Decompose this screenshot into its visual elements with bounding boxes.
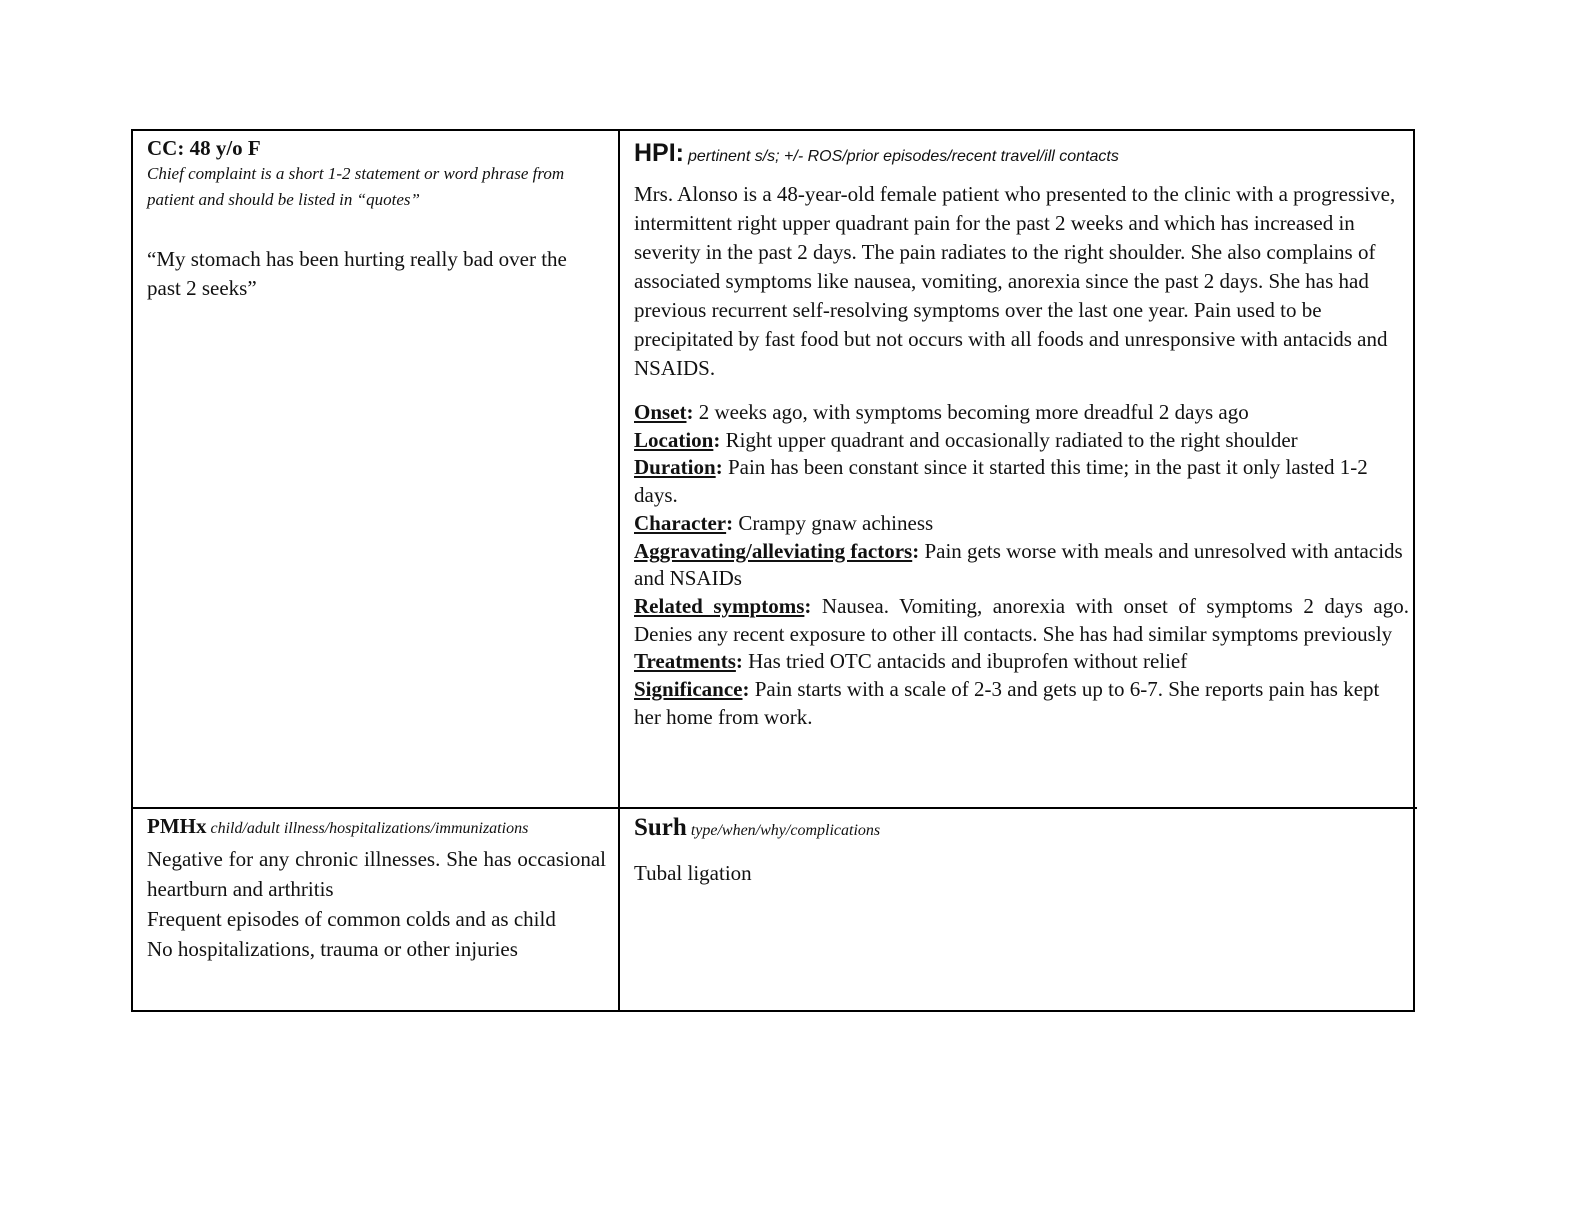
hpi-cell — [620, 131, 1417, 809]
pmhx-subheading: child/adult illness/hospitalizations/immunizations — [210, 820, 529, 837]
hpi-header — [634, 135, 1409, 175]
significance-label: Significance — [634, 677, 743, 702]
onset-label: Onset — [634, 400, 687, 424]
aggravating-colon: : — [912, 538, 920, 563]
hpi-item-character — [634, 510, 1409, 538]
hpi-item-location — [634, 427, 1409, 455]
hpi-item-onset — [634, 399, 1409, 427]
pmhx-line-hospitalizations: No hospitalizations, trauma or other injuries — [147, 937, 518, 961]
surh-header — [634, 813, 1405, 849]
cc-quote: “My stomach has been hurting really bad over the past 2 seeks” — [147, 247, 567, 300]
hpi-item-duration — [634, 454, 1409, 509]
hpi-subheading: pertinent s/s; +/- ROS/prior episodes/recent travel/ill contacts — [688, 148, 1119, 165]
hpi-heading: HPI: — [634, 139, 684, 167]
hpi-narrative: Mrs. Alonso is a 48-year-old female patient who presented to the clinic with a progressive, intermittent right upper quadrant pain for the past 2 weeks and which has increased in severity in the past 2 days. The pain radiates to the right shoulder. She also complains of associated symptoms like nausea, vomiting, anorexia since the past 2 days. She has had previous recurrent self-resolving symptoms over the last one year. Pain used to be precipitated by fast food but not occurs with all foods and unresponsive with antacids and NSAIDS. — [634, 182, 1396, 380]
aggravating-label: Aggravating/alleviating factors — [634, 538, 913, 563]
hpi-item-significance — [634, 676, 1409, 731]
duration-text: Pain has been constant since it started this time; in the past it only lasted 1-2 days. — [634, 455, 1368, 508]
significance-text: Pain starts with a scale of 2-3 and gets up to 6-7. She reports pain has kept her home from work. — [634, 677, 1380, 729]
treatments-label: Treatments — [634, 649, 736, 674]
pmhx-body — [147, 844, 606, 964]
character-label: Character — [634, 510, 727, 535]
related-text: Nausea. Vomiting, anorexia with onset of symptoms 2 days ago. Denies any recent exposure to other ill contacts. She has had similar symptoms previously — [634, 593, 1409, 646]
treatments-colon: : — [735, 649, 743, 674]
history-table — [131, 129, 1415, 1012]
pmhx-line-chronic: Negative for any chronic illnesses. She has occasional heartburn and arthritis — [147, 847, 606, 901]
character-text: Crampy gnaw achiness — [733, 510, 934, 535]
treatments-text: Has tried OTC antacids and ibuprofen without relief — [742, 649, 1188, 674]
related-colon: : — [804, 593, 812, 618]
related-label: Related symptoms — [634, 593, 805, 618]
duration-label: Duration — [634, 455, 716, 480]
significance-colon: : — [742, 677, 750, 702]
location-label: Location — [634, 427, 714, 452]
cc-heading: CC: 48 y/o F — [147, 136, 261, 160]
hpi-item-related — [634, 593, 1409, 648]
pmhx-cell — [133, 809, 620, 1010]
cc-cell — [133, 131, 620, 809]
surh-heading: Surh — [634, 814, 687, 841]
surh-cell — [620, 809, 1417, 1010]
surh-subheading: type/when/why/complications — [690, 822, 881, 839]
onset-text: 2 weeks ago, with symptoms becoming more dreadful 2 days ago — [693, 400, 1249, 424]
hpi-oldcarts-list — [634, 399, 1409, 731]
onset-colon: : — [686, 400, 694, 424]
pmhx-heading: PMHx — [147, 814, 207, 838]
hpi-item-treatments — [634, 648, 1409, 676]
location-text: Right upper quadrant and occasionally radiated to the right shoulder — [720, 427, 1298, 452]
duration-colon: : — [715, 455, 723, 480]
location-colon: : — [713, 427, 721, 452]
pmhx-line-colds: Frequent episodes of common colds and as child — [147, 907, 556, 931]
character-colon: : — [726, 510, 734, 535]
hpi-item-aggravating — [634, 538, 1409, 593]
cc-instruction: Chief complaint is a short 1-2 statement or word phrase from patient and should be listed in “quotes” — [147, 164, 565, 209]
pmhx-header — [147, 813, 606, 842]
aggravating-text: Pain gets worse with meals and unresolved with antacids and NSAIDs — [634, 538, 1403, 591]
surh-body: Tubal ligation — [634, 861, 752, 885]
